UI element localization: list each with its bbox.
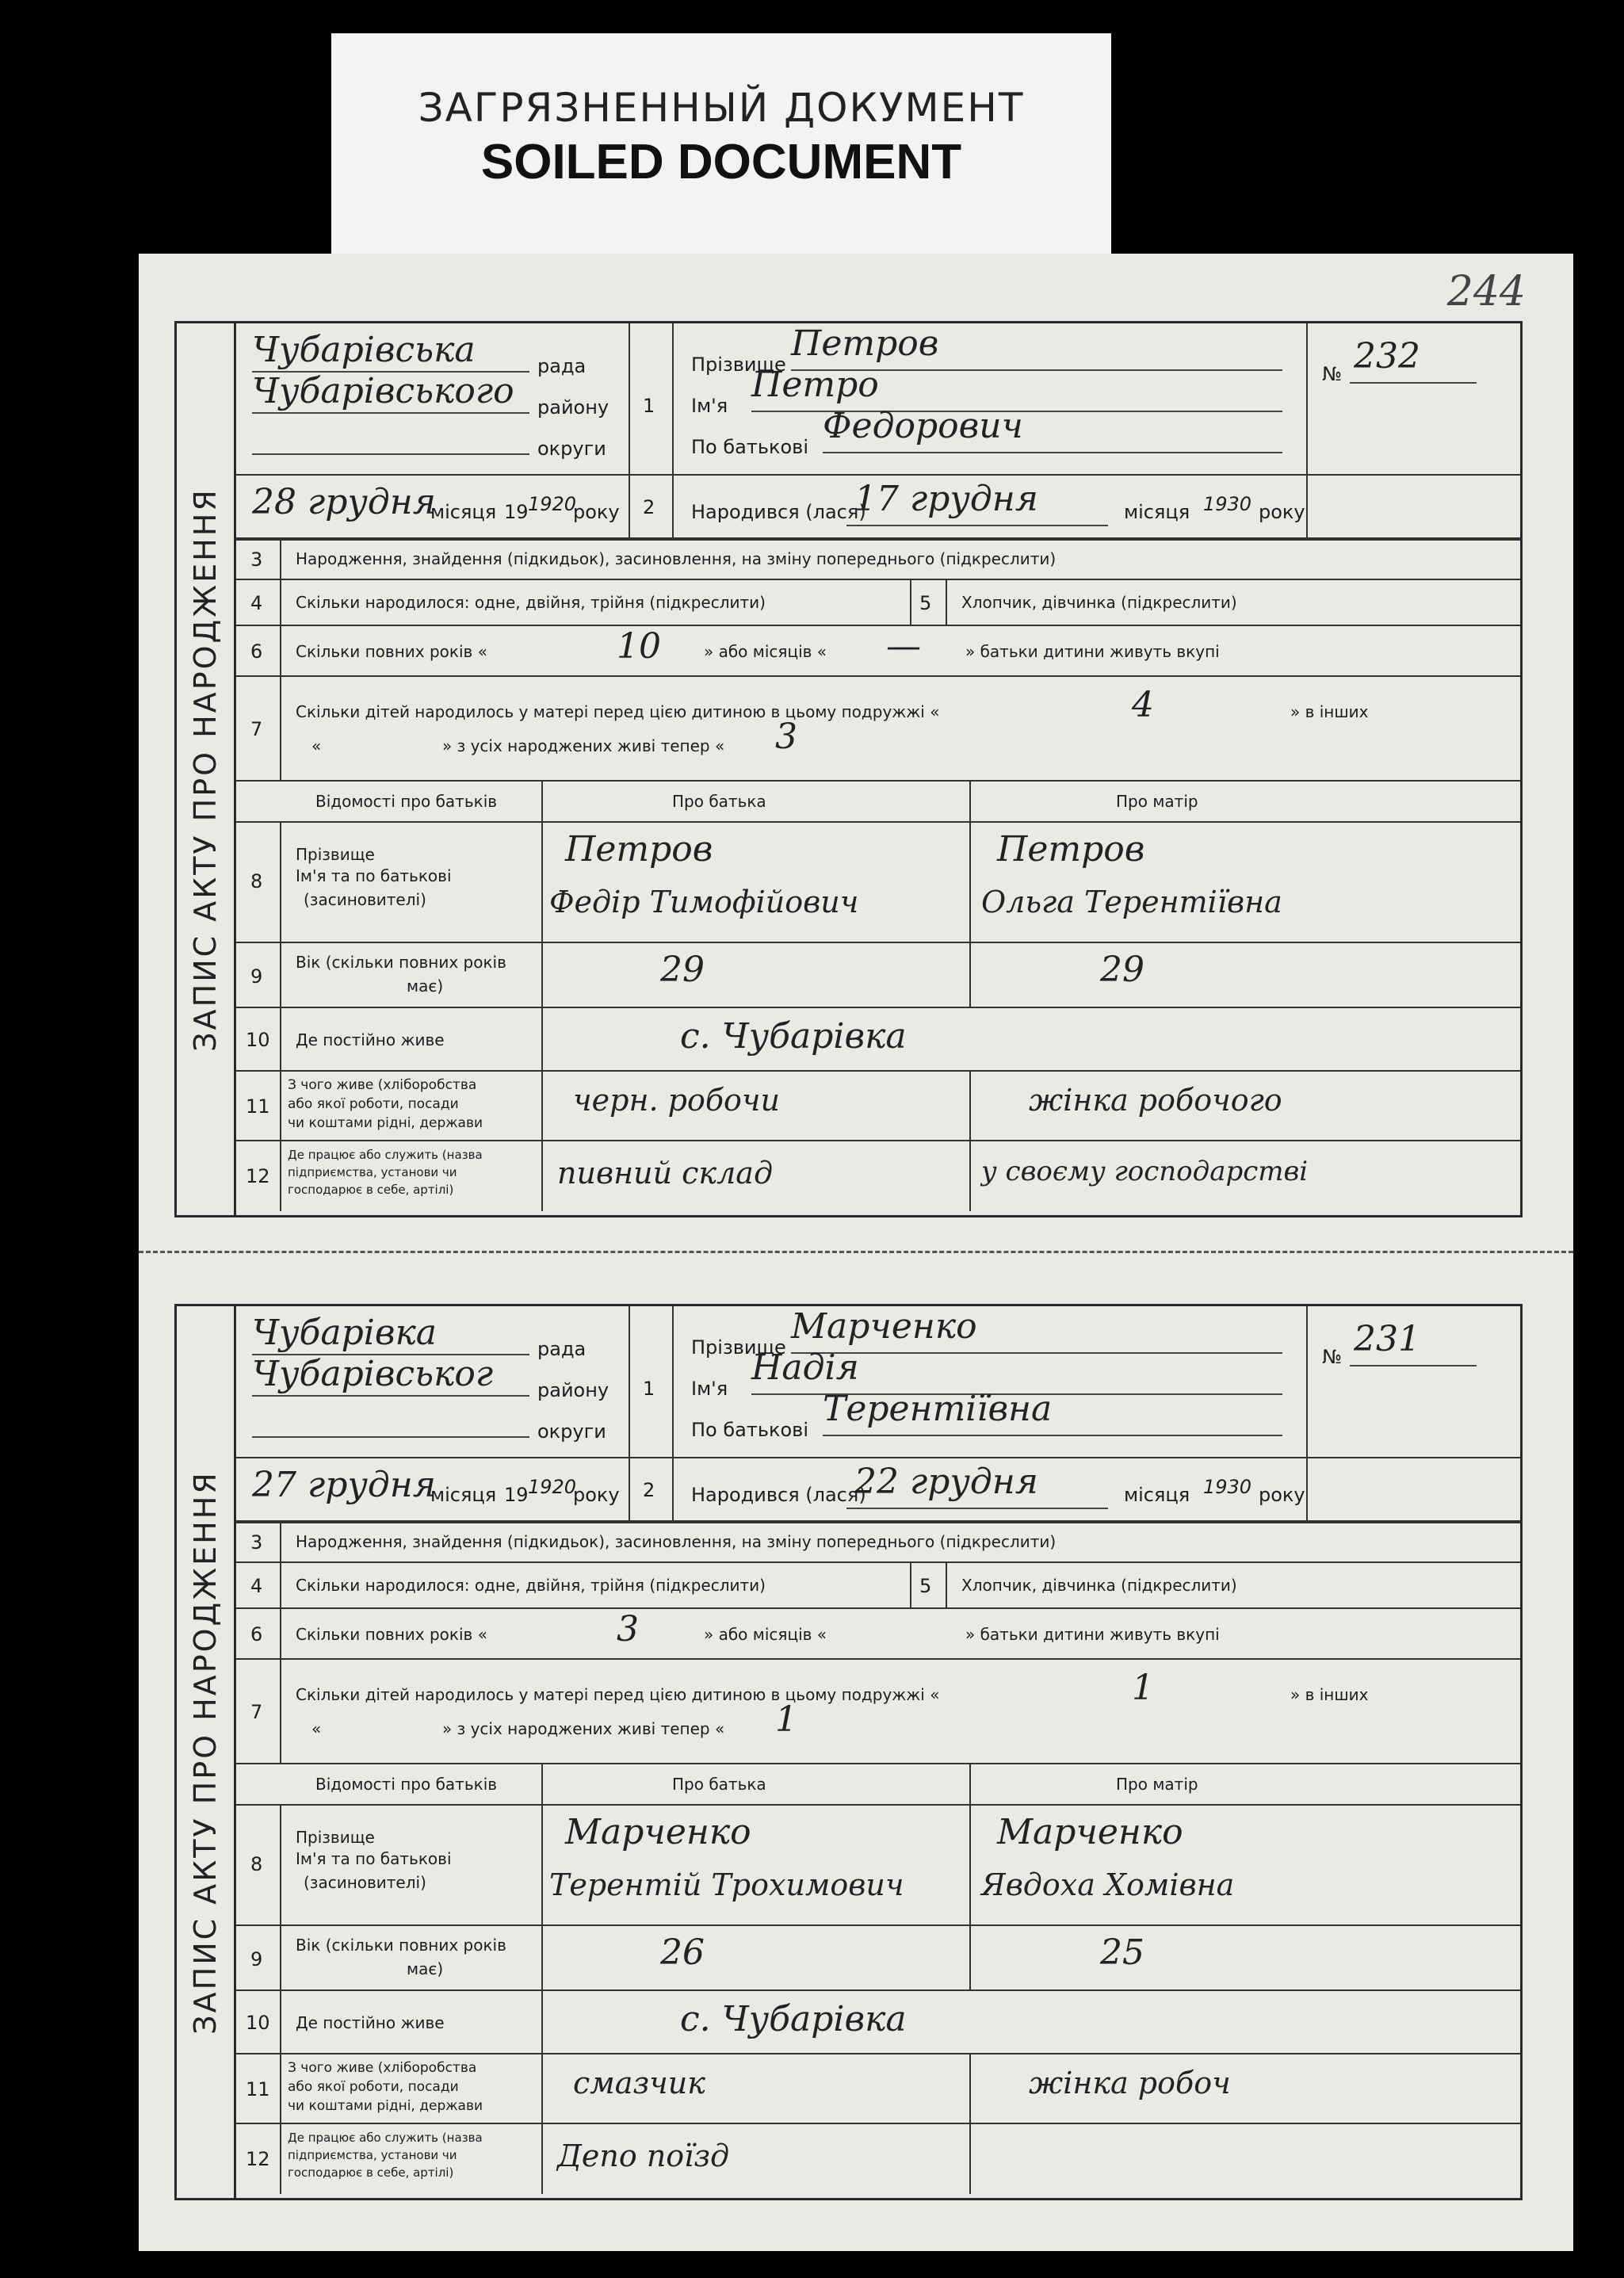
slip-title-ru: ЗАГРЯЗНЕННЫЙ ДОКУМЕНТ [418, 85, 1025, 131]
row-8-label-b: Ім'я та по батькові [296, 866, 452, 885]
month-label: місяця [430, 1484, 497, 1506]
row-8 [236, 1806, 1520, 1926]
row-7 [236, 1660, 1520, 1764]
patronymic-label: По батькові [691, 1419, 808, 1441]
row-number: 1 [643, 1378, 655, 1400]
parents-header [236, 1764, 1520, 1806]
mother-work-value: у своєму господарстві [981, 1156, 1309, 1187]
row-number: 7 [250, 718, 263, 740]
father-surname-value: Петров [565, 829, 713, 870]
reg-year-value: 1920 [528, 1476, 577, 1498]
years-together-value: 3 [617, 1609, 639, 1649]
father-age-value: 29 [660, 950, 705, 990]
row-number: 4 [250, 592, 263, 614]
row-11 [236, 2054, 1520, 2124]
row-number: 4 [250, 1575, 263, 1597]
mother-living-value: жінка робочого [1029, 1083, 1282, 1118]
row-9-label-a: Вік (скільки повних років [296, 1936, 506, 1955]
mother-surname-value: Петров [997, 829, 1145, 870]
row-12-label-b: підприємства, установи чи [288, 1165, 457, 1179]
row-number: 5 [919, 592, 932, 614]
rada-label: рада [537, 1338, 587, 1360]
rada-label: рада [537, 355, 587, 377]
parents-info-header: Відомості про батьків [315, 1775, 498, 1794]
parents-info-header: Відомості про батьків [315, 792, 498, 811]
row-6-text-a: Скільки повних років « [296, 1625, 487, 1644]
slip-title-en: SOILED DOCUMENT [480, 135, 962, 189]
row-number: 2 [643, 1479, 655, 1501]
row-6-text-b: » або місяців « [704, 642, 827, 661]
row-4-text: Скільки народилося: одне, двійня, трійня (підкреслити) [296, 1576, 766, 1595]
born-day-value: 17 грудня [854, 479, 1038, 519]
born-year-value: 1930 [1203, 1476, 1252, 1498]
mother-age-value: 29 [1100, 950, 1144, 990]
birth-date [672, 476, 1520, 539]
row-10 [236, 1008, 1520, 1072]
row-3-text: Народження, знайдення (підкидьок), засиновлення, на зміну попереднього (підкреслити) [296, 1532, 1057, 1551]
name-label: Ім'я [691, 1378, 728, 1400]
row-12 [236, 2124, 1520, 2194]
row-12-label-a: Де працює або служить (назва [288, 2131, 483, 2145]
row-number: 5 [919, 1575, 932, 1597]
years-together-value: 10 [617, 626, 661, 667]
surname-value: Марченко [791, 1306, 977, 1347]
soiled-document-slip [331, 33, 1111, 255]
vertical-title [177, 323, 236, 1215]
row-6-text-a: Скільки повних років « [296, 642, 487, 661]
row-number: 1 [643, 395, 655, 417]
row-number: 8 [250, 1853, 263, 1875]
row-11-label-b: або якої роботи, посади [288, 2079, 459, 2095]
alive-value: 3 [775, 717, 797, 757]
row-4-text: Скільки народилося: одне, двійня, трійня (підкреслити) [296, 593, 766, 612]
row-11-label-a: З чого живе (хліборобства [288, 1077, 477, 1093]
row-7-text-b: » в інших [1290, 1685, 1369, 1704]
row-10 [236, 1991, 1520, 2054]
rayon-value: Чубарівськог [252, 1354, 494, 1394]
alive-value: 1 [775, 1699, 797, 1740]
row-number: 12 [246, 2148, 270, 2170]
mother-age-value: 25 [1100, 1932, 1144, 1973]
father-work-value: Депо поїзд [557, 2138, 730, 2173]
row-8-label-b: Ім'я та по батькові [296, 1849, 452, 1868]
row-3 [236, 539, 1520, 580]
mother-header: Про матір [1116, 1775, 1198, 1794]
row-4-5 [236, 580, 1520, 626]
row-9 [236, 1926, 1520, 1991]
number-label: № [1322, 1346, 1342, 1368]
row-12 [236, 1141, 1520, 1211]
dates-row [236, 474, 1520, 541]
row-6-text-c: » батьки дитини живуть вкупі [965, 1625, 1220, 1644]
reg-day-value: 27 грудня [252, 1465, 436, 1505]
row-7 [236, 677, 1520, 782]
row-7-text-a: Скільки дітей народилось у матері перед цією дитиною в цьому подружжі « [296, 702, 940, 721]
surname-label: Прізвище [691, 354, 786, 376]
row-7-text-c: « [311, 736, 322, 755]
row-8-label-c: (засиновителі) [304, 890, 426, 909]
mother-surname-value: Марченко [997, 1812, 1183, 1852]
record-number: 232 [1354, 336, 1420, 376]
surname-label: Прізвище [691, 1336, 786, 1359]
record-body [236, 323, 1520, 1215]
row-12-label-c: господарює в себе, артілі) [288, 1183, 454, 1197]
row-6-text-c: » батьки дитини живуть вкупі [965, 642, 1220, 661]
row-9-label-b: має) [407, 1959, 444, 1978]
children-before-value: 1 [1132, 1668, 1154, 1708]
row-4-5 [236, 1563, 1520, 1609]
months-together-value: — [886, 626, 921, 667]
residence-value: с. Чубарівка [680, 1999, 907, 2039]
name-label: Ім'я [691, 395, 728, 417]
row-9-label-a: Вік (скільки повних років [296, 953, 506, 972]
row-8-label-a: Прізвище [296, 845, 375, 864]
vertical-title-text: ЗАПИС АКТУ ПРО НАРОДЖЕННЯ [188, 487, 223, 1052]
row-number: 3 [250, 548, 263, 571]
father-age-value: 26 [660, 1932, 705, 1973]
father-name-value: Терентій Трохимович [549, 1867, 904, 1902]
rayon-label: району [537, 396, 609, 419]
row-7-text-a: Скільки дітей народилось у матері перед цією дитиною в цьому подружжі « [296, 1685, 940, 1704]
year-label: року [573, 1484, 620, 1506]
row-7-text-d: » з усіх народжених живі тепер « [442, 736, 725, 755]
row-8 [236, 823, 1520, 943]
row-number: 6 [250, 1623, 263, 1645]
row-number: 2 [643, 496, 655, 518]
year-label: року [1259, 501, 1305, 523]
row-number: 8 [250, 870, 263, 892]
row-11-label-b: або якої роботи, посади [288, 1096, 459, 1112]
record-body [236, 1306, 1520, 2198]
row-3 [236, 1522, 1520, 1563]
row-10-label: Де постійно живе [296, 2013, 445, 2032]
birth-date [672, 1458, 1520, 1522]
rayon-label: району [537, 1379, 609, 1401]
month-label: місяця [1124, 1484, 1190, 1506]
name-value: Надія [751, 1347, 859, 1388]
row-9-label-b: має) [407, 977, 444, 996]
patronymic-value: Федорович [823, 406, 1023, 446]
father-living-value: смазчик [573, 2066, 705, 2100]
row-number: 12 [246, 1165, 270, 1187]
record-number: 231 [1354, 1319, 1420, 1359]
father-name-value: Федір Тимофійович [549, 885, 859, 919]
birth-record [174, 1304, 1523, 2200]
row-9 [236, 943, 1520, 1008]
row-11-label-a: З чого живе (хліборобства [288, 2060, 477, 2076]
row-12-label-b: підприємства, установи чи [288, 2148, 457, 2162]
rada-value: Чубарівська [252, 330, 476, 370]
name-value: Петро [751, 365, 879, 405]
mother-header: Про матір [1116, 792, 1198, 811]
father-header: Про батька [672, 792, 766, 811]
row-3-text: Народження, знайдення (підкидьок), засиновлення, на зміну попереднього (підкреслити) [296, 549, 1057, 568]
row-5-text: Хлопчик, дівчинка (підкреслити) [961, 593, 1237, 612]
row-7-text-b: » в інших [1290, 702, 1369, 721]
okrug-label: округи [537, 438, 606, 460]
mother-name-value: Явдоха Хомівна [981, 1867, 1235, 1902]
row-number: 11 [246, 2078, 270, 2100]
birth-record [174, 321, 1523, 1217]
register-sheet [139, 254, 1573, 2251]
row-11-label-c: чи коштами рідні, держави [288, 1115, 483, 1131]
row-12-label-c: господарює в себе, артілі) [288, 2165, 454, 2180]
father-surname-value: Марченко [565, 1812, 751, 1852]
rada-value: Чубарівка [252, 1313, 437, 1353]
row-11 [236, 1072, 1520, 1141]
row-8-label-c: (засиновителі) [304, 1873, 426, 1892]
row-number: 11 [246, 1095, 270, 1118]
mother-living-value: жінка робоч [1029, 2066, 1231, 2100]
patronymic-value: Терентіївна [823, 1389, 1053, 1429]
patronymic-label: По батькові [691, 436, 808, 458]
reg-year-value: 1920 [528, 493, 577, 515]
dates-row [236, 1457, 1520, 1523]
father-work-value: пивний склад [557, 1156, 774, 1191]
year-label: року [573, 501, 620, 523]
row-7-text-d: » з усіх народжених живі тепер « [442, 1719, 725, 1738]
reg-day-value: 28 грудня [252, 482, 436, 522]
surname-value: Петров [791, 323, 939, 364]
number-label: № [1322, 363, 1342, 385]
okrug-label: округи [537, 1420, 606, 1443]
rayon-value: Чубарівського [252, 371, 514, 411]
row-number: 10 [246, 1029, 270, 1051]
registration-date: 27 грудня місяця 19 1920 року [236, 1458, 630, 1522]
vertical-title [177, 1306, 236, 2198]
month-label: місяця [430, 501, 497, 523]
born-year-value: 1930 [1203, 493, 1252, 515]
row-number: 9 [250, 1948, 263, 1970]
vertical-title-text: ЗАПИС АКТУ ПРО НАРОДЖЕННЯ [188, 1470, 223, 2035]
children-before-value: 4 [1132, 685, 1154, 725]
row-number: 3 [250, 1531, 263, 1554]
born-day-value: 22 грудня [854, 1462, 1038, 1502]
row-number: 7 [250, 1701, 263, 1723]
father-header: Про батька [672, 1775, 766, 1794]
row-6 [236, 1609, 1520, 1660]
registration-date: 28 грудня місяця 19 1920 року [236, 476, 630, 539]
mother-name-value: Ольга Терентіївна [981, 885, 1282, 919]
month-label: місяця [1124, 501, 1190, 523]
row-number: 10 [246, 2012, 270, 2034]
parents-header [236, 782, 1520, 823]
residence-value: с. Чубарівка [680, 1016, 907, 1057]
father-living-value: черн. робочи [573, 1083, 781, 1118]
row-6 [236, 626, 1520, 677]
row-number: 9 [250, 965, 263, 988]
row-10-label: Де постійно живе [296, 1030, 445, 1049]
row-12-label-a: Де працює або служить (назва [288, 1148, 483, 1162]
row-6-text-b: » або місяців « [704, 1625, 827, 1644]
row-8-label-a: Прізвище [296, 1828, 375, 1847]
born-label: Народився (лася) [691, 1484, 866, 1506]
row-7-text-c: « [311, 1719, 322, 1738]
row-11-label-c: чи коштами рідні, держави [288, 2098, 483, 2114]
row-5-text: Хлопчик, дівчинка (підкреслити) [961, 1576, 1237, 1595]
year-label: року [1259, 1484, 1305, 1506]
row-number: 6 [250, 640, 263, 663]
born-label: Народився (лася) [691, 501, 866, 523]
fold-line [139, 1251, 1573, 1253]
page-number: 244 [1446, 268, 1526, 315]
